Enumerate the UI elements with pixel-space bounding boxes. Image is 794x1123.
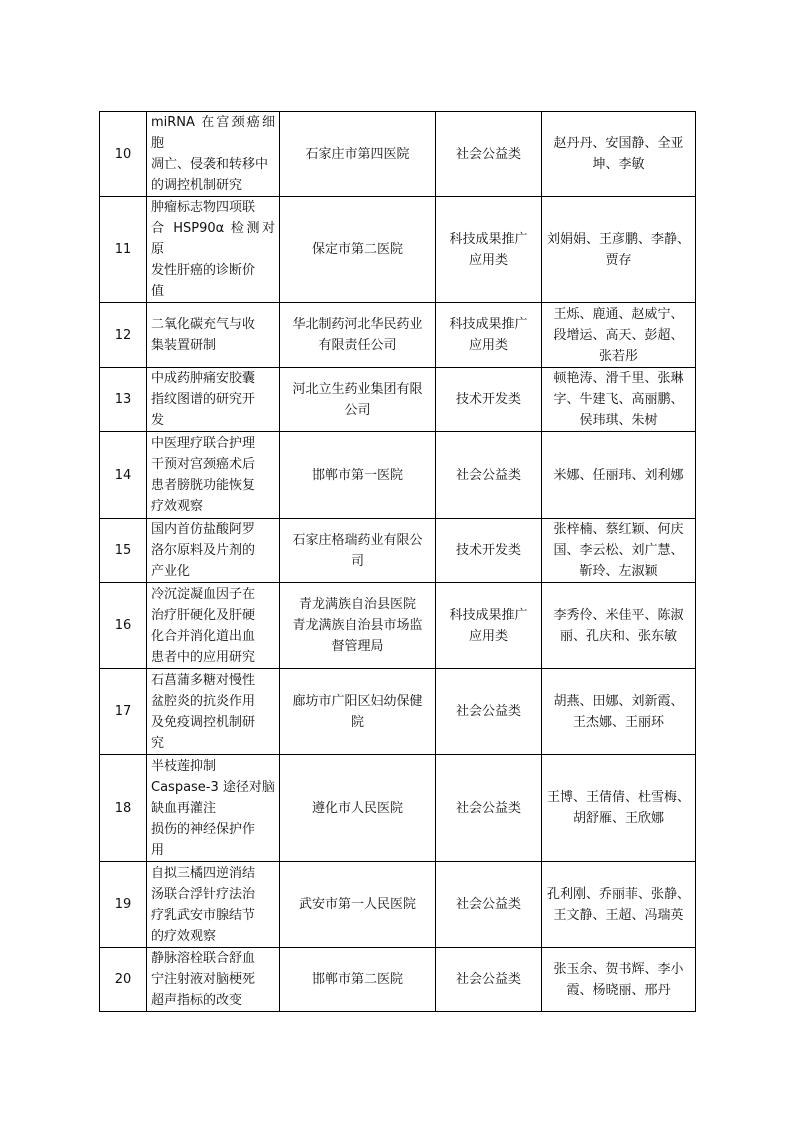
organization-cell — [280, 303, 436, 368]
contributors-line: 丽、孔庆和、张东敏 — [559, 628, 677, 644]
contributors-cell — [542, 368, 696, 432]
contributors-line: 顿艳涛、滑千里、张琳 — [553, 371, 684, 386]
category-cell — [436, 519, 542, 583]
contributors-cell — [542, 197, 696, 303]
row-number: 11 — [114, 242, 132, 257]
project-title-line: 化合并消化道出血 — [151, 628, 256, 644]
organization-cell — [280, 583, 436, 669]
organization-cell — [280, 368, 436, 432]
table-row — [100, 112, 696, 197]
category-line: 社会公益类 — [455, 704, 521, 719]
organization-cell — [280, 948, 436, 1012]
organization-line: 武安市第一人民医院 — [298, 897, 416, 912]
organization-cell — [280, 432, 436, 519]
category-line: 社会公益类 — [455, 972, 521, 987]
project-title-cell — [147, 755, 280, 862]
organization-line: 督管理局 — [331, 639, 384, 654]
organization-line: 院 — [350, 714, 364, 730]
awards-table — [99, 111, 696, 1012]
organization-cell — [280, 862, 436, 948]
project-title-line: 国内首仿盐酸阿罗 — [151, 522, 256, 537]
contributors-line: 刘娟娟、王彦鹏、李静、 — [546, 231, 690, 247]
project-title-cell — [147, 432, 280, 519]
row-number-cell — [100, 303, 147, 368]
contributors-line: 张梓楠、蔡红颖、何庆 — [553, 522, 684, 537]
contributors-cell — [542, 583, 696, 669]
category-line: 社会公益类 — [455, 467, 521, 483]
category-line: 技术开发类 — [455, 543, 521, 558]
contributors-line: 米娜、任丽玮、刘利娜 — [553, 467, 684, 483]
contributors-line: 侯玮琪、朱树 — [579, 413, 658, 428]
project-title-line: 洛尔原料及片剂的 — [151, 543, 256, 558]
contributors-line: 张玉余、贺书辉、李小 — [553, 961, 684, 977]
table-row — [100, 519, 696, 583]
project-title-line: 干预对宫颈癌术后 — [151, 457, 256, 472]
category-cell — [436, 112, 542, 197]
row-number: 18 — [114, 800, 132, 816]
project-title-line: Caspase-3 途径对脑 — [151, 779, 275, 795]
organization-cell — [280, 669, 436, 755]
contributors-line: 贾存 — [605, 252, 632, 268]
row-number: 19 — [114, 897, 132, 912]
project-title-line: 损伤的神经保护作 — [151, 821, 256, 837]
organization-cell — [280, 112, 436, 197]
project-title-line: 值 — [151, 284, 165, 299]
row-number: 14 — [114, 467, 132, 483]
organization-line: 有限责任公司 — [318, 338, 397, 353]
project-title-line: 静脉溶栓联合舒血 — [151, 951, 256, 966]
project-title-line: 患者中的应用研究 — [151, 649, 256, 665]
project-title-line: 自拟三橘四逆消结 — [151, 865, 256, 881]
organization-line: 石家庄市第四医院 — [305, 146, 410, 162]
project-title-line: 集装置研制 — [151, 338, 217, 353]
contributors-cell — [542, 519, 696, 583]
project-title-line: 用 — [151, 842, 165, 858]
organization-line: 遵化市人民医院 — [311, 800, 403, 816]
row-number-cell — [100, 197, 147, 303]
organization-line: 司 — [350, 553, 364, 569]
project-title-line: 宁注射液对脑梗死 — [151, 972, 256, 987]
project-title-line: 超声指标的改变 — [151, 993, 243, 1008]
project-title-line: 半枝莲抑制 — [151, 758, 217, 774]
project-title-line: 疗效观察 — [151, 499, 204, 514]
table-row — [100, 197, 696, 303]
contributors-cell — [542, 862, 696, 948]
project-title-cell — [147, 669, 280, 755]
contributors-line: 王文静、王超、冯瑞英 — [553, 907, 684, 923]
organization-line: 河北立生药业集团有限 — [292, 381, 423, 397]
project-title-line: 汤联合浮针疗法治 — [151, 886, 256, 902]
category-cell — [436, 669, 542, 755]
project-title-cell — [147, 112, 280, 197]
project-title-line: 二氧化碳充气与收 — [151, 317, 256, 332]
project-title-line: 患者膀胱功能恢复 — [151, 478, 256, 493]
category-line: 社会公益类 — [455, 146, 521, 162]
contributors-line: 王博、王倩倩、杜雪梅、 — [546, 790, 690, 805]
contributors-line: 李秀伶、米佳平、陈淑 — [553, 607, 684, 623]
contributors-cell — [542, 432, 696, 519]
organization-line: 邯郸市第二医院 — [311, 972, 403, 987]
project-title-line: 盆腔炎的抗炎作用 — [151, 693, 256, 709]
contributors-line: 国、李云松、刘广慧、 — [553, 543, 684, 558]
category-cell — [436, 432, 542, 519]
contributors-line: 胡燕、田娜、刘新霞、 — [553, 693, 684, 709]
project-title-cell — [147, 862, 280, 948]
category-cell — [436, 303, 542, 368]
row-number-cell — [100, 112, 147, 197]
project-title-line: 凋亡、侵袭和转移中 — [151, 157, 269, 172]
row-number: 16 — [114, 618, 132, 633]
project-title-line: 发性肝癌的诊断价 — [151, 263, 256, 278]
table-row — [100, 669, 696, 755]
project-title-line: 冷沉淀凝血因子在 — [151, 586, 256, 602]
table-row — [100, 862, 696, 948]
category-line: 社会公益类 — [455, 800, 521, 816]
project-title-line: 疗乳武安市腺结节 — [151, 907, 256, 923]
table-row — [100, 368, 696, 432]
table-row — [100, 948, 696, 1012]
row-number: 10 — [114, 146, 132, 162]
table-row — [100, 583, 696, 669]
organization-cell — [280, 755, 436, 862]
organization-line: 廊坊市广阳区妇幼保健 — [292, 693, 423, 709]
project-title-cell — [147, 948, 280, 1012]
row-number: 12 — [114, 327, 132, 343]
row-number-cell — [100, 432, 147, 519]
row-number-cell — [100, 669, 147, 755]
project-title-line: 的疗效观察 — [151, 928, 217, 944]
category-line: 应用类 — [468, 628, 508, 644]
row-number-cell — [100, 948, 147, 1012]
contributors-line: 王烁、鹿通、赵威宁、 — [553, 306, 684, 322]
project-title-line: 缺血再灌注 — [151, 800, 217, 816]
contributors-cell — [542, 112, 696, 197]
table-row — [100, 755, 696, 862]
organization-line: 青龙满族自治县医院 — [298, 597, 416, 612]
row-number-cell — [100, 583, 147, 669]
organization-line: 公司 — [344, 402, 371, 418]
contributors-cell — [542, 755, 696, 862]
category-cell — [436, 197, 542, 303]
contributors-line: 胡舒雁、王欣娜 — [572, 811, 664, 826]
category-cell — [436, 583, 542, 669]
project-title-line: 合 HSP90α 检测对原 — [151, 221, 275, 257]
project-title-line: 中成药肿痛安胶囊 — [151, 371, 256, 386]
organization-line: 保定市第二医院 — [311, 242, 403, 257]
organization-cell — [280, 197, 436, 303]
contributors-line: 赵丹丹、安国静、全亚 — [553, 136, 684, 151]
project-title-line: 治疗肝硬化及肝硬 — [151, 607, 256, 623]
row-number-cell — [100, 519, 147, 583]
category-line: 应用类 — [468, 252, 508, 268]
contributors-line: 霞、杨晓丽、邢丹 — [566, 982, 671, 998]
contributors-cell — [542, 669, 696, 755]
row-number: 17 — [114, 704, 132, 719]
contributors-line: 靳玲、左淑颖 — [579, 564, 658, 579]
contributors-line: 王杰娜、王丽环 — [572, 714, 664, 730]
organization-cell — [280, 519, 436, 583]
category-cell — [436, 862, 542, 948]
project-title-line: 发 — [151, 413, 165, 428]
project-title-line: 指纹图谱的研究开 — [151, 392, 256, 407]
category-cell — [436, 755, 542, 862]
category-cell — [436, 368, 542, 432]
category-line: 技术开发类 — [455, 392, 521, 407]
organization-line: 华北制药河北华民药业 — [292, 317, 423, 332]
table-body — [100, 112, 696, 1012]
row-number-cell — [100, 862, 147, 948]
project-title-line: 石菖蒲多糖对慢性 — [151, 672, 256, 688]
organization-line: 石家庄格瑞药业有限公 — [292, 532, 423, 548]
project-title-line: 中医理疗联合护理 — [151, 436, 256, 451]
project-title-cell — [147, 519, 280, 583]
project-title-line: 的调控机制研究 — [151, 178, 243, 193]
contributors-line: 张若彤 — [598, 348, 638, 364]
row-number-cell — [100, 368, 147, 432]
row-number: 13 — [114, 392, 132, 407]
project-title-line: 及免疫调控机制研 — [151, 714, 256, 730]
project-title-cell — [147, 583, 280, 669]
contributors-line: 孔利刚、乔丽菲、张静、 — [546, 886, 690, 902]
contributors-cell — [542, 948, 696, 1012]
category-line: 科技成果推广 — [449, 231, 528, 247]
category-line: 科技成果推广 — [449, 607, 528, 623]
project-title-cell — [147, 197, 280, 303]
project-title-line: miRNA 在宫颈癌细胞 — [151, 115, 275, 151]
category-line: 科技成果推广 — [449, 317, 528, 332]
contributors-line: 字、牛建飞、高丽鹏、 — [553, 392, 684, 407]
organization-line: 邯郸市第一医院 — [311, 467, 403, 483]
row-number: 15 — [114, 543, 132, 558]
project-title-line: 肿瘤标志物四项联 — [151, 200, 256, 215]
contributors-line: 坤、李敏 — [592, 157, 645, 172]
category-line: 应用类 — [468, 338, 508, 353]
organization-line: 青龙满族自治县市场监 — [292, 618, 423, 633]
contributors-cell — [542, 303, 696, 368]
project-title-cell — [147, 368, 280, 432]
category-line: 社会公益类 — [455, 897, 521, 912]
row-number-cell — [100, 755, 147, 862]
project-title-line: 究 — [151, 735, 165, 751]
project-title-cell — [147, 303, 280, 368]
contributors-line: 段增运、高天、彭超、 — [553, 327, 684, 343]
project-title-line: 产业化 — [151, 564, 191, 579]
category-cell — [436, 948, 542, 1012]
table-row — [100, 303, 696, 368]
table-row — [100, 432, 696, 519]
row-number: 20 — [114, 972, 132, 987]
